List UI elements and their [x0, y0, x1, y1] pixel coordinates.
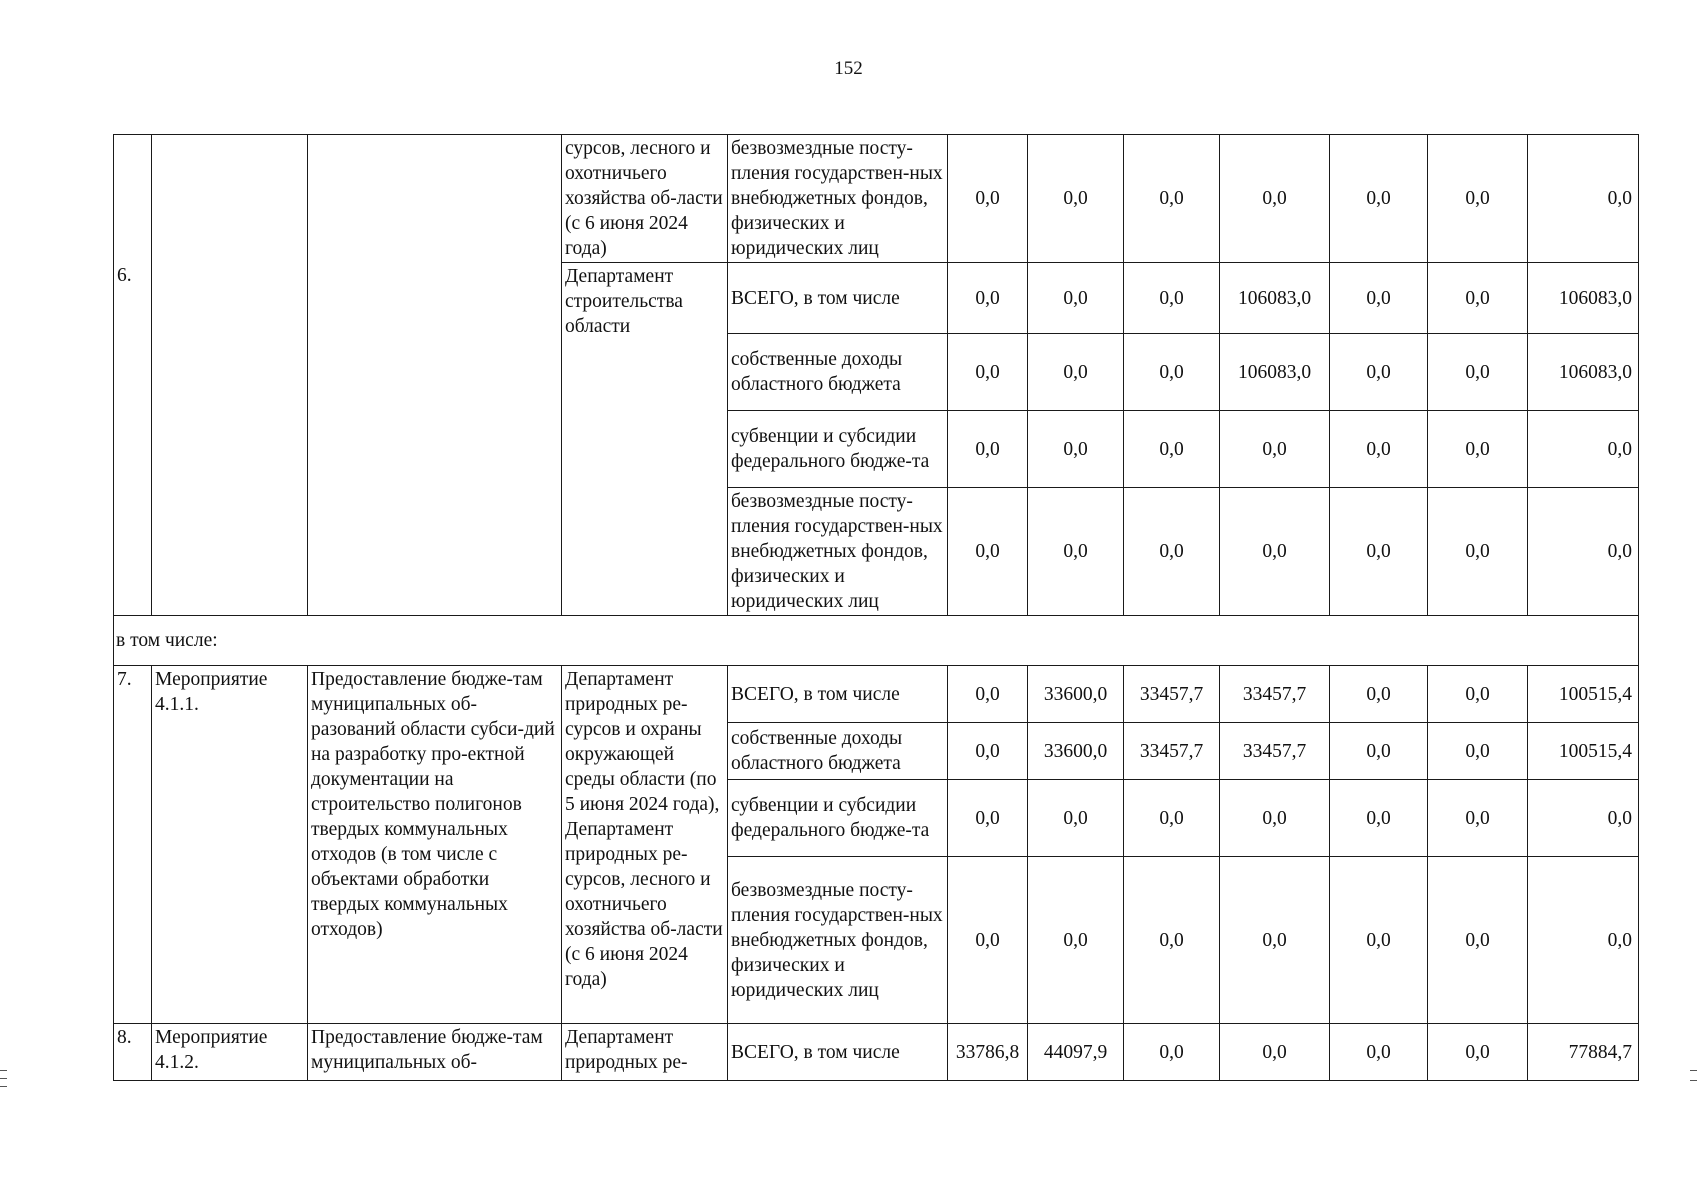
value-cell: 33457,7 [1220, 666, 1330, 723]
executor-cell: Департамент природных ре-сурсов и охраны окружающей среды области (по 5 июня 2024 года), Департамент природных ре-сурсов, лесного и охотничьего хозяйства об-ласти (с 6 июня 2024 года) [562, 666, 728, 1024]
value-cell: 0,0 [1124, 263, 1220, 334]
event-cell [152, 135, 308, 616]
value-cell: 0,0 [948, 723, 1028, 780]
value-cell: 0,0 [1428, 263, 1528, 334]
value-cell: 0,0 [1428, 723, 1528, 780]
table-row [114, 1024, 1639, 1081]
value-cell: 0,0 [1428, 135, 1528, 263]
event-description: Предоставление бюдже-там муниципальных об- [308, 1024, 562, 1081]
total-value-cell: 0,0 [1528, 411, 1639, 488]
value-cell: 44097,9 [1028, 1024, 1124, 1081]
value-cell: 0,0 [1330, 723, 1428, 780]
value-cell: 0,0 [1330, 1024, 1428, 1081]
value-cell: 0,0 [1124, 135, 1220, 263]
value-cell: 0,0 [1428, 780, 1528, 857]
row-number-cell [114, 135, 152, 616]
budget-table [113, 134, 1639, 1081]
scan-mark [1690, 1080, 1697, 1081]
value-cell: 0,0 [948, 666, 1028, 723]
value-cell: 0,0 [1330, 780, 1428, 857]
value-cell: 0,0 [1428, 857, 1528, 1024]
row-number: 7. [114, 666, 152, 1024]
value-cell: 0,0 [1220, 135, 1330, 263]
value-cell: 0,0 [948, 857, 1028, 1024]
value-cell: 0,0 [1028, 488, 1124, 616]
value-cell: 0,0 [1220, 411, 1330, 488]
value-cell: 0,0 [1428, 666, 1528, 723]
description-cell [308, 135, 562, 616]
value-cell: 0,0 [1428, 411, 1528, 488]
value-cell: 33600,0 [1028, 666, 1124, 723]
value-cell: 106083,0 [1220, 334, 1330, 411]
funding-source-cell: безвозмездные посту-пления государствен-ных внебюджетных фондов, физических и юридических лиц [728, 857, 948, 1024]
row-number: 8. [114, 1024, 152, 1081]
table-row [114, 666, 1639, 723]
event-name: Мероприятие 4.1.2. [152, 1024, 308, 1081]
executor-cell: Департамент природных ре- [562, 1024, 728, 1081]
value-cell: 0,0 [1028, 135, 1124, 263]
funding-source-cell: собственные доходы областного бюджета [728, 723, 948, 780]
value-cell: 0,0 [948, 334, 1028, 411]
value-cell: 0,0 [948, 488, 1028, 616]
value-cell: 0,0 [1124, 1024, 1220, 1081]
funding-source-cell: безвозмездные посту-пления государствен-ных внебюджетных фондов, физических и юридических лиц [728, 488, 948, 616]
value-cell: 0,0 [1028, 263, 1124, 334]
funding-source-cell: ВСЕГО, в том числе [728, 666, 948, 723]
scan-mark [0, 1070, 7, 1071]
funding-source-cell: субвенции и субсидии федерального бюдже-та [728, 780, 948, 857]
funding-source-cell: безвозмездные посту-пления государствен-ных внебюджетных фондов, физических и юридических лиц [728, 135, 948, 263]
funding-source-cell: субвенции и субсидии федерального бюдже-та [728, 411, 948, 488]
funding-source-cell: ВСЕГО, в том числе [728, 263, 948, 334]
value-cell: 33457,7 [1124, 723, 1220, 780]
value-cell: 0,0 [948, 411, 1028, 488]
value-cell: 33600,0 [1028, 723, 1124, 780]
value-cell: 0,0 [1330, 263, 1428, 334]
total-value-cell: 0,0 [1528, 857, 1639, 1024]
row-number: 6. [117, 265, 132, 286]
value-cell: 0,0 [1124, 334, 1220, 411]
event-name: Мероприятие 4.1.1. [152, 666, 308, 1024]
value-cell: 0,0 [1220, 780, 1330, 857]
value-cell: 0,0 [1220, 488, 1330, 616]
value-cell: 0,0 [1330, 411, 1428, 488]
scan-mark [1690, 1070, 1697, 1071]
value-cell: 0,0 [1330, 488, 1428, 616]
value-cell: 0,0 [1124, 488, 1220, 616]
value-cell: 0,0 [1428, 488, 1528, 616]
value-cell: 0,0 [1220, 857, 1330, 1024]
section-row [114, 616, 1639, 666]
total-value-cell: 100515,4 [1528, 666, 1639, 723]
total-value-cell: 77884,7 [1528, 1024, 1639, 1081]
total-value-cell: 100515,4 [1528, 723, 1639, 780]
section-label: в том числе: [114, 616, 1639, 666]
value-cell: 33786,8 [948, 1024, 1028, 1081]
value-cell: 0,0 [948, 263, 1028, 334]
total-value-cell: 0,0 [1528, 780, 1639, 857]
value-cell: 0,0 [1330, 135, 1428, 263]
value-cell: 33457,7 [1220, 723, 1330, 780]
scan-mark [0, 1086, 7, 1087]
funding-source-cell: собственные доходы областного бюджета [728, 334, 948, 411]
value-cell: 0,0 [1330, 666, 1428, 723]
value-cell: 0,0 [1124, 411, 1220, 488]
scan-mark [0, 1078, 7, 1079]
value-cell: 106083,0 [1220, 263, 1330, 334]
value-cell: 0,0 [1028, 780, 1124, 857]
total-value-cell: 0,0 [1528, 488, 1639, 616]
executor-cell: Департамент строительства области [562, 263, 728, 616]
table-row [114, 135, 1639, 263]
value-cell: 0,0 [1124, 780, 1220, 857]
value-cell: 0,0 [1330, 857, 1428, 1024]
value-cell: 0,0 [1330, 334, 1428, 411]
value-cell: 0,0 [1028, 411, 1124, 488]
value-cell: 0,0 [1028, 857, 1124, 1024]
value-cell: 33457,7 [1124, 666, 1220, 723]
value-cell: 0,0 [948, 780, 1028, 857]
total-value-cell: 106083,0 [1528, 334, 1639, 411]
total-value-cell: 106083,0 [1528, 263, 1639, 334]
value-cell: 0,0 [1220, 1024, 1330, 1081]
page-number: 152 [834, 58, 863, 79]
value-cell: 0,0 [1028, 334, 1124, 411]
event-description: Предоставление бюдже-там муниципальных об-разований области субси-дий на разработку про-ектной документации на строительство полигонов твердых коммунальных отходов (в том числе с объектами обработки твердых коммунальных отходов) [308, 666, 562, 1024]
value-cell: 0,0 [1124, 857, 1220, 1024]
total-value-cell: 0,0 [1528, 135, 1639, 263]
value-cell: 0,0 [948, 135, 1028, 263]
value-cell: 0,0 [1428, 334, 1528, 411]
executor-cell: сурсов, лесного и охотничьего хозяйства об-ласти (с 6 июня 2024 года) [562, 135, 728, 263]
value-cell: 0,0 [1428, 1024, 1528, 1081]
funding-source-cell: ВСЕГО, в том числе [728, 1024, 948, 1081]
